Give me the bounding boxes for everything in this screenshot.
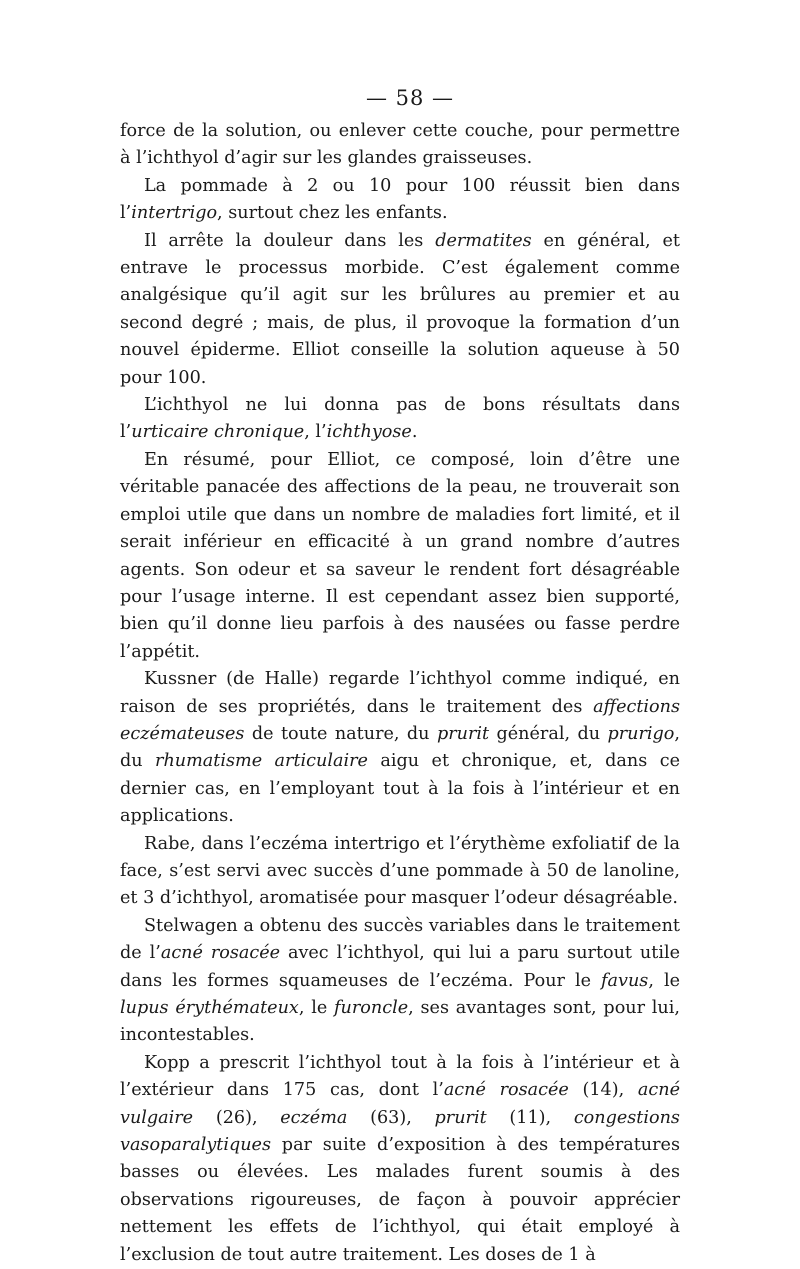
body-text: [120, 118, 680, 1269]
text-run: , l’: [304, 422, 327, 443]
italic-term: ichthyose: [326, 422, 412, 443]
paragraph-p7: [120, 913, 680, 1050]
text-run: aigu et chronique, et, dans ce dernier cas, en l’employant tout à la fois à l’intérieur et en applications.: [120, 751, 680, 827]
text-run: (26),: [193, 1107, 281, 1128]
paragraph-p6: [120, 831, 680, 913]
italic-term: rhumatisme articulaire: [155, 751, 368, 772]
text-run: général, du: [489, 723, 608, 744]
text-run: avec l’ichthyol, qui lui a paru surtout utile dans les formes squameuses de l’eczéma. Pour le: [120, 943, 680, 991]
italic-term: favus: [601, 970, 649, 991]
italic-term: acné rosacée: [443, 1080, 569, 1101]
italic-term: prurit: [434, 1107, 487, 1128]
paragraph-p1: [120, 173, 680, 228]
paragraph-p4: [120, 447, 680, 666]
text-run: Il arrête la douleur dans les: [144, 230, 436, 251]
paragraph-p5: [120, 666, 680, 830]
italic-term: urticaire chronique: [131, 422, 305, 443]
text-run: , le: [298, 998, 335, 1018]
text-run: (11),: [486, 1107, 574, 1128]
italic-term: lupus érythémateux: [120, 998, 299, 1018]
paragraph-p2: [120, 228, 680, 392]
text-run: par suite d’exposition à des températures basses ou élevées. Les malades furent soumis à des observations rigoureuses, de façon à pouvoir apprécier nettement les effets de l’ichthyol, qui était employé à l’exclusion de tout autre traitement. Les doses de 1 à: [120, 1135, 680, 1265]
paragraph-p3: [120, 392, 680, 447]
italic-term: furoncle: [334, 998, 409, 1018]
text-run: , du: [120, 723, 680, 772]
text-run: Rabe, dans l’eczéma intertrigo et l’érythème exfoliatif de la face, s’est servi avec succès d’une pommade à 50 de lanoline, et 3 d’ichthyol, aromatisée pour masquer l’odeur désagréable.: [120, 833, 680, 909]
italic-term: dermatites: [435, 230, 532, 251]
text-run: (63),: [347, 1107, 435, 1128]
text-run: Kopp a prescrit l’ichthyol tout à la fois à l’intérieur et à l’extérieur dans 175 cas, dont l’: [120, 1052, 680, 1101]
text-run: .: [411, 422, 418, 443]
text-run: , surtout chez les enfants.: [217, 203, 448, 224]
italic-term: congestions vasoparalytiques: [120, 1107, 680, 1156]
paragraph-p0: [120, 118, 680, 173]
paragraph-p8: [120, 1050, 680, 1269]
text-run: , le: [648, 970, 680, 991]
italic-term: acné vulgaire: [120, 1080, 680, 1128]
page-number: — 58 —: [365, 86, 455, 110]
text-run: en général, et entrave le processus morbide. C’est également comme analgésique qu’il agit sur les brûlures au premier et au second degré ; mais, de plus, il provoque la formation d’un nouvel épiderme. Elliot conseille la solution aqueuse à 50 pour 100.: [120, 230, 680, 388]
text-run: Kussner (de Halle) regarde l’ichthyol comme indiqué, en raison de ses propriétés, dans le traitement des: [120, 669, 680, 717]
text-run: Stelwagen a obtenu des succès variables dans le traitement de l’: [120, 915, 680, 964]
text-run: (14),: [568, 1080, 638, 1101]
italic-term: acné rosacée: [160, 943, 281, 964]
text-run: , ses avantages sont, pour lui, incontestables.: [120, 998, 680, 1046]
italic-term: affections eczémateuses: [120, 696, 680, 744]
italic-term: prurit: [436, 723, 490, 744]
italic-term: prurigo: [607, 723, 675, 744]
text-run: force de la solution, ou enlever cette couche, pour permettre à l’ichthyol d’agir sur les glandes graisseuses.: [120, 121, 680, 169]
text-run: La pommade à 2 ou 10 pour 100 réussit bien dans l’: [120, 175, 680, 224]
text-run: En résumé, pour Elliot, ce composé, loin d’être une véritable panacée des affections de la peau, ne trouverait son emploi utile que dans un nombre de maladies fort limité, et il serait inférieur en efficacité à un grand nombre d’autres agents. Son odeur et sa saveur le rendent fort désagréable pour l’usage interne. Il est cependant assez bien supporté, bien qu’il donne lieu parfois à des nausées ou fasse perdre l’appétit.: [120, 449, 680, 662]
italic-term: eczéma: [280, 1107, 348, 1128]
italic-term: intertrigo: [131, 203, 218, 224]
text-run: L’ichthyol ne lui donna pas de bons résultats dans l’: [120, 395, 680, 443]
text-run: de toute nature, du: [244, 723, 437, 744]
